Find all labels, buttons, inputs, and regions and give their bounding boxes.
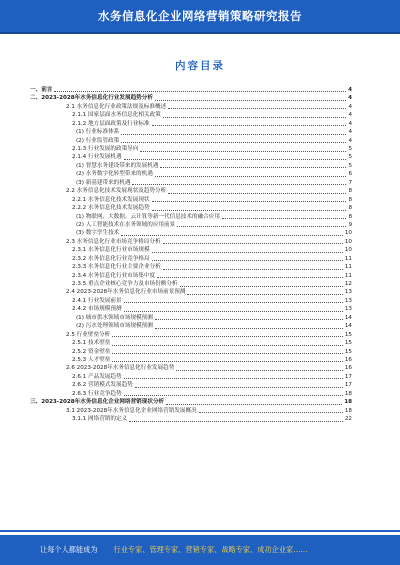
- toc-leader-dots: [180, 286, 343, 287]
- toc-entry-page: 4: [348, 112, 352, 119]
- toc-entry[interactable]: [30, 322, 352, 330]
- toc-entry-label: 3.1 2023-2028年水务信息化企业网络营销发展概况: [66, 407, 197, 414]
- toc-entry[interactable]: [30, 246, 352, 254]
- toc-leader-dots: [157, 277, 343, 278]
- toc-entry[interactable]: [30, 238, 352, 246]
- report-header: [0, 0, 400, 32]
- toc-leader-dots: [112, 353, 342, 354]
- toc-entry-page: 15: [344, 348, 352, 355]
- toc-entry-label: 2.6.3 行业竞争趋势: [72, 390, 122, 397]
- toc-entry[interactable]: [30, 111, 352, 119]
- toc-entry-label: 2.3.3 水务信息化行业主要企业分析: [72, 264, 161, 271]
- toc-leader-dots: [187, 294, 342, 295]
- toc-entry-label: 2.2.1 水务信息化技术发展现状: [72, 196, 150, 203]
- toc-entry[interactable]: [30, 137, 352, 145]
- toc-entry-label: 2.6.1 产品发展趋势: [72, 373, 122, 380]
- toc-leader-dots: [152, 260, 343, 261]
- toc-leader-dots: [124, 378, 343, 379]
- toc-entry-label: (2) 污水处理领域市场规模预测: [76, 323, 153, 330]
- toc-entry-label: 2.2 水务信息化技术发展现状及趋势分析: [66, 188, 167, 195]
- toc-leader-dots: [155, 319, 343, 320]
- toc-entry-page: 14: [344, 323, 352, 330]
- toc-entry-page: 16: [344, 365, 352, 372]
- toc-entry-page: 10: [344, 238, 352, 245]
- toc-entry-page: 5: [348, 146, 352, 153]
- toc-entry-label: 2.4.1 行业发展前景: [72, 297, 122, 304]
- toc-entry[interactable]: [30, 94, 352, 102]
- header-divider: [0, 32, 400, 34]
- footer-slogan: 让每个人都能成为: [40, 545, 98, 554]
- toc-entry[interactable]: [30, 398, 352, 406]
- toc-entry[interactable]: [30, 263, 352, 271]
- toc-entry[interactable]: [30, 381, 352, 389]
- toc-leader-dots: [155, 176, 347, 177]
- toc-entry[interactable]: [30, 373, 352, 381]
- toc-entry-page: 16: [344, 356, 352, 363]
- toc-entry[interactable]: [30, 179, 352, 187]
- toc-entry[interactable]: [30, 128, 352, 136]
- toc-entry-label: 2.3.4 水务信息化行业市场集中度: [72, 272, 156, 279]
- toc-entry-page: 15: [344, 331, 352, 338]
- toc-entry-page: 22: [344, 416, 352, 423]
- toc-entry-label: (3) 新基建带来的机遇: [76, 179, 131, 186]
- toc-entry[interactable]: [30, 204, 352, 212]
- toc-leader-dots: [163, 269, 343, 270]
- toc-entry-label: 2.3.2 水务信息化行业竞争格局: [72, 255, 150, 262]
- toc-entry-label: 2.4.2 市场规模预测: [72, 306, 122, 313]
- toc-entry-label: 2.3.5 重点企业核心竞争力及市场份额分析: [72, 281, 178, 288]
- toc-entry-label: 2.5.1 技术壁垒: [72, 340, 111, 347]
- toc-entry-page: 18: [344, 390, 352, 397]
- toc-entry-label: (1) 物联网、大数据、云计算等新一代信息技术的融合应用: [76, 213, 220, 220]
- toc-entry[interactable]: [30, 305, 352, 313]
- toc-leader-dots: [163, 243, 343, 244]
- toc-leader-dots: [176, 370, 343, 371]
- toc-entry-label: 2.5.2 资金壁垒: [72, 348, 111, 355]
- toc-entry[interactable]: [30, 364, 352, 372]
- toc-entry[interactable]: [30, 170, 352, 178]
- toc-entry[interactable]: [30, 196, 352, 204]
- toc-leader-dots: [163, 117, 347, 118]
- toc-entry-page: 17: [344, 382, 352, 389]
- toc-entry-label: 2.2.2 水务信息化技术发展趋势: [72, 205, 150, 212]
- toc-entry-label: 三、2023-2028年水务信息化企业网络营销现状分析: [30, 399, 165, 406]
- toc-entry[interactable]: [30, 272, 352, 280]
- toc-entry-label: (2) 行业监管政策: [76, 137, 120, 144]
- toc-entry-label: 2.3.1 水务信息化行业市场规模: [72, 247, 150, 254]
- toc-entry-page: 13: [344, 289, 352, 296]
- toc-leader-dots: [124, 302, 343, 303]
- report-title: 水务信息化企业网络营销策略研究报告: [98, 9, 302, 23]
- toc-entry[interactable]: [30, 415, 352, 423]
- toc-leader-dots: [132, 184, 346, 185]
- toc-leader-dots: [168, 108, 346, 109]
- toc-leader-dots: [124, 395, 343, 396]
- toc-entry-label: 2.1.1 国家层面水务信息化相关政策: [72, 112, 161, 119]
- toc-entry[interactable]: [30, 154, 352, 162]
- toc-entry-page: 4: [348, 103, 352, 110]
- toc-entry-page: 17: [344, 373, 352, 380]
- toc-entry-page: 14: [344, 314, 352, 321]
- toc-entry[interactable]: [30, 297, 352, 305]
- toc-leader-dots: [152, 210, 347, 211]
- toc-entry[interactable]: [30, 339, 352, 347]
- toc-entry-label: 3.1.1 网络营销的定义: [72, 416, 128, 423]
- footer-divider: [0, 530, 400, 532]
- toc-entry-page: 9: [348, 221, 352, 228]
- toc-entry[interactable]: [30, 162, 352, 170]
- toc-entry-label: 2.1.3 行业发展的政策导向: [72, 146, 139, 153]
- toc-entry-page: 13: [344, 297, 352, 304]
- toc-entry[interactable]: [30, 145, 352, 153]
- toc-entry-page: 8: [348, 205, 352, 212]
- toc-entry-label: 2.5 行业壁垒分析: [66, 331, 111, 338]
- toc-entry-page: 13: [344, 306, 352, 313]
- toc-leader-dots: [135, 387, 343, 388]
- toc-leader-dots: [112, 336, 343, 337]
- toc-entry-page: 4: [348, 129, 352, 136]
- toc-entry[interactable]: [30, 187, 352, 195]
- toc-entry[interactable]: [30, 255, 352, 263]
- toc-entry[interactable]: [30, 103, 352, 111]
- toc-leader-dots: [124, 159, 347, 160]
- toc-entry-label: (1) 城市供水领域市场规模预测: [76, 314, 153, 321]
- toc-entry-label: 二、2023-2028年水务信息化行业发展趋势分析: [30, 95, 153, 102]
- toc-entry-page: 11: [344, 255, 352, 262]
- toc-leader-dots: [155, 100, 346, 101]
- toc-entry-page: 18: [344, 407, 352, 414]
- toc-entry[interactable]: [30, 289, 352, 297]
- toc-entry-label: (1) 智慧水务建设带来的发展机遇: [76, 162, 159, 169]
- toc-leader-dots: [160, 167, 346, 168]
- toc-entry-label: 一、前言: [30, 86, 53, 93]
- toc-entry-label: 2.3 水务信息化行业市场竞争格局分析: [66, 238, 161, 245]
- toc-leader-dots: [177, 226, 346, 227]
- toc-entry-page: 11: [344, 264, 352, 271]
- toc-entry-label: 2.6 2023-2028年水务信息化行业发展趋势: [66, 365, 175, 372]
- toc-entry[interactable]: [30, 407, 352, 415]
- toc-entry-page: 4: [348, 137, 352, 144]
- toc-leader-dots: [129, 421, 343, 422]
- toc-entry-label: 2.1 水务信息化行业政策法规及标准概述: [66, 103, 167, 110]
- toc-leader-dots: [140, 151, 346, 152]
- toc-entry-page: 5: [348, 154, 352, 161]
- toc-entry[interactable]: [30, 221, 352, 229]
- footer-roles: 行业专家、管理专家、营销专家、战略专家、成功企业家……: [113, 545, 308, 554]
- report-footer: [0, 535, 400, 565]
- toc-leader-dots: [152, 252, 343, 253]
- toc-entry-page: 4: [348, 120, 352, 127]
- toc-entry[interactable]: [30, 229, 352, 237]
- toc-leader-dots: [121, 235, 343, 236]
- toc-entry[interactable]: [30, 348, 352, 356]
- toc-entry-page: 12: [344, 281, 352, 288]
- toc-entry[interactable]: [30, 356, 352, 364]
- toc-leader-dots: [124, 311, 343, 312]
- toc-entry-page: 18: [344, 399, 352, 406]
- toc-entry[interactable]: [30, 120, 352, 128]
- toc-entry-page: 4: [348, 95, 352, 102]
- toc-entry-label: (2) 水务数字化转型带来的机遇: [76, 171, 153, 178]
- toc-entry[interactable]: [30, 86, 352, 94]
- toc-leader-dots: [152, 125, 347, 126]
- toc-entry-page: 5: [348, 162, 352, 169]
- toc-entry-page: 15: [344, 340, 352, 347]
- toc-leader-dots: [155, 328, 343, 329]
- toc-leader-dots: [199, 412, 343, 413]
- toc-entry-label: (2) 人工智能技术在水务领域的应用前景: [76, 221, 176, 228]
- toc-entry[interactable]: [30, 314, 352, 322]
- toc-entry-page: 10: [344, 230, 352, 237]
- toc-entry-page: 11: [344, 272, 352, 279]
- toc-entry-page: 7: [348, 179, 352, 186]
- toc-leader-dots: [166, 404, 342, 405]
- toc-leader-dots: [54, 91, 346, 92]
- toc-entry-label: 2.1.4 行业发展机遇: [72, 154, 122, 161]
- toc-entry-page: 6: [348, 171, 352, 178]
- toc-entry-page: 8: [348, 196, 352, 203]
- toc-entry[interactable]: [30, 280, 352, 288]
- toc-leader-dots: [152, 201, 347, 202]
- toc-entry-label: 2.5.3 人才壁垒: [72, 356, 111, 363]
- toc-entry-label: 2.6.2 营销模式发展趋势: [72, 382, 133, 389]
- toc-entry[interactable]: [30, 331, 352, 339]
- toc-entry-page: 8: [348, 213, 352, 220]
- toc-entry[interactable]: [30, 213, 352, 221]
- toc-entry[interactable]: [30, 390, 352, 398]
- toc-entry-label: 2.4 2023-2028年水务信息化行业市场前景预测: [66, 289, 186, 296]
- toc-entry-label: 2.1.2 地方层面政策及行业标准: [72, 120, 150, 127]
- toc-leader-dots: [112, 361, 342, 362]
- toc-entry-label: (1) 行业标准体系: [76, 129, 120, 136]
- toc-entry-page: 8: [348, 188, 352, 195]
- toc-entry-page: 4: [348, 86, 352, 93]
- toc-leader-dots: [168, 193, 346, 194]
- toc-leader-dots: [112, 345, 342, 346]
- toc-entry-page: 10: [344, 247, 352, 254]
- toc-leader-dots: [121, 142, 346, 143]
- table-of-contents: [30, 86, 352, 424]
- toc-leader-dots: [121, 134, 346, 135]
- toc-heading: 内容目录: [175, 60, 225, 72]
- toc-entry-label: (3) 数字孪生技术: [76, 230, 120, 237]
- toc-leader-dots: [222, 218, 346, 219]
